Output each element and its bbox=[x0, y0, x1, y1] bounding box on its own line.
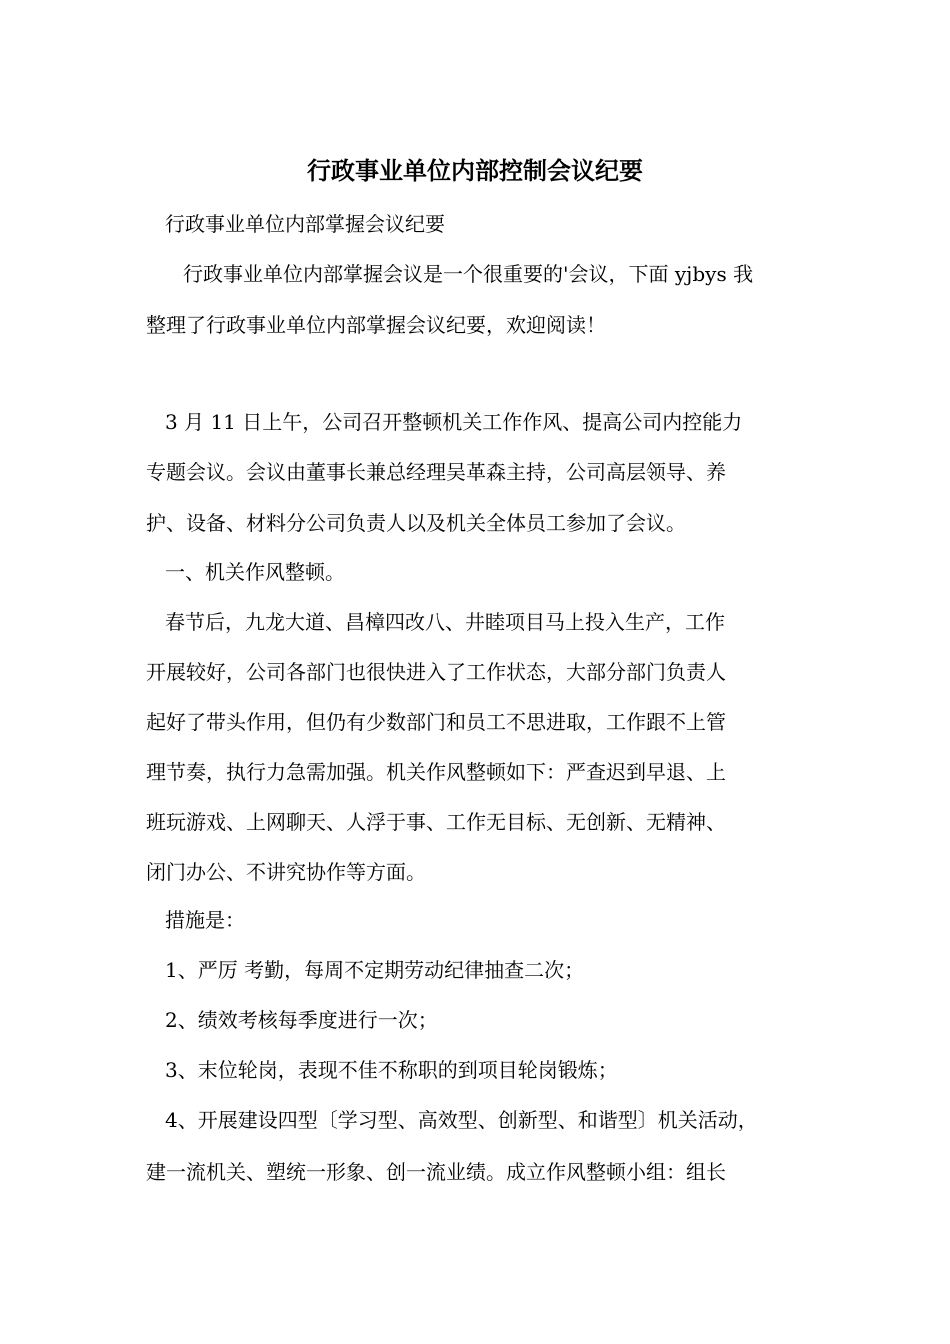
measures-heading: 措施是： bbox=[165, 908, 245, 932]
paragraph-line: 开展较好，公司各部门也很快进入了工作状态，大部分部门负责人 bbox=[146, 660, 726, 684]
list-item: 2、绩效考核每季度进行一次； bbox=[165, 1008, 438, 1032]
paragraph-line: 建一流机关、塑统一形象、创一流业绩。成立作风整顿小组：组长 bbox=[146, 1160, 726, 1184]
paragraph-line: 理节奏，执行力急需加强。机关作风整顿如下：严查迟到早退、上 bbox=[146, 760, 726, 784]
document-title: 行政事业单位内部控制会议纪要 bbox=[307, 156, 643, 185]
paragraph-line: 整理了行政事业单位内部掌握会议纪要，欢迎阅读！ bbox=[146, 313, 606, 337]
subtitle-line: 行政事业单位内部掌握会议纪要 bbox=[165, 212, 445, 236]
paragraph-line: 班玩游戏、上网聊天、人浮于事、工作无目标、无创新、无精神、 bbox=[146, 810, 726, 834]
paragraph-line: 护、设备、材料分公司负责人以及机关全体员工参加了会议。 bbox=[146, 511, 686, 535]
paragraph-line: 起好了带头作用，但仍有少数部门和员工不思进取，工作跟不上管 bbox=[146, 710, 726, 734]
list-item: 1、严厉 考勤，每周不定期劳动纪律抽查二次； bbox=[165, 958, 585, 982]
paragraph-line: 3 月 11 日上午，公司召开整顿机关工作作风、提高公司内控能力 bbox=[165, 410, 743, 434]
paragraph-line: 春节后，九龙大道、昌樟四改八、井睦项目马上投入生产，工作 bbox=[165, 610, 725, 634]
section-heading: 一、机关作风整顿。 bbox=[165, 560, 345, 584]
paragraph-line: 闭门办公、不讲究协作等方面。 bbox=[146, 860, 426, 884]
paragraph-line: 专题会议。会议由董事长兼总经理吴革森主持，公司高层领导、养 bbox=[146, 460, 726, 484]
paragraph-line: 行政事业单位内部掌握会议是一个很重要的'会议，下面 yjbys 我 bbox=[183, 262, 754, 286]
list-item: 3、末位轮岗，表现不佳不称职的到项目轮岗锻炼； bbox=[165, 1058, 618, 1082]
list-item: 4、开展建设四型〔学习型、高效型、创新型、和谐型〕机关活动， bbox=[165, 1108, 758, 1132]
